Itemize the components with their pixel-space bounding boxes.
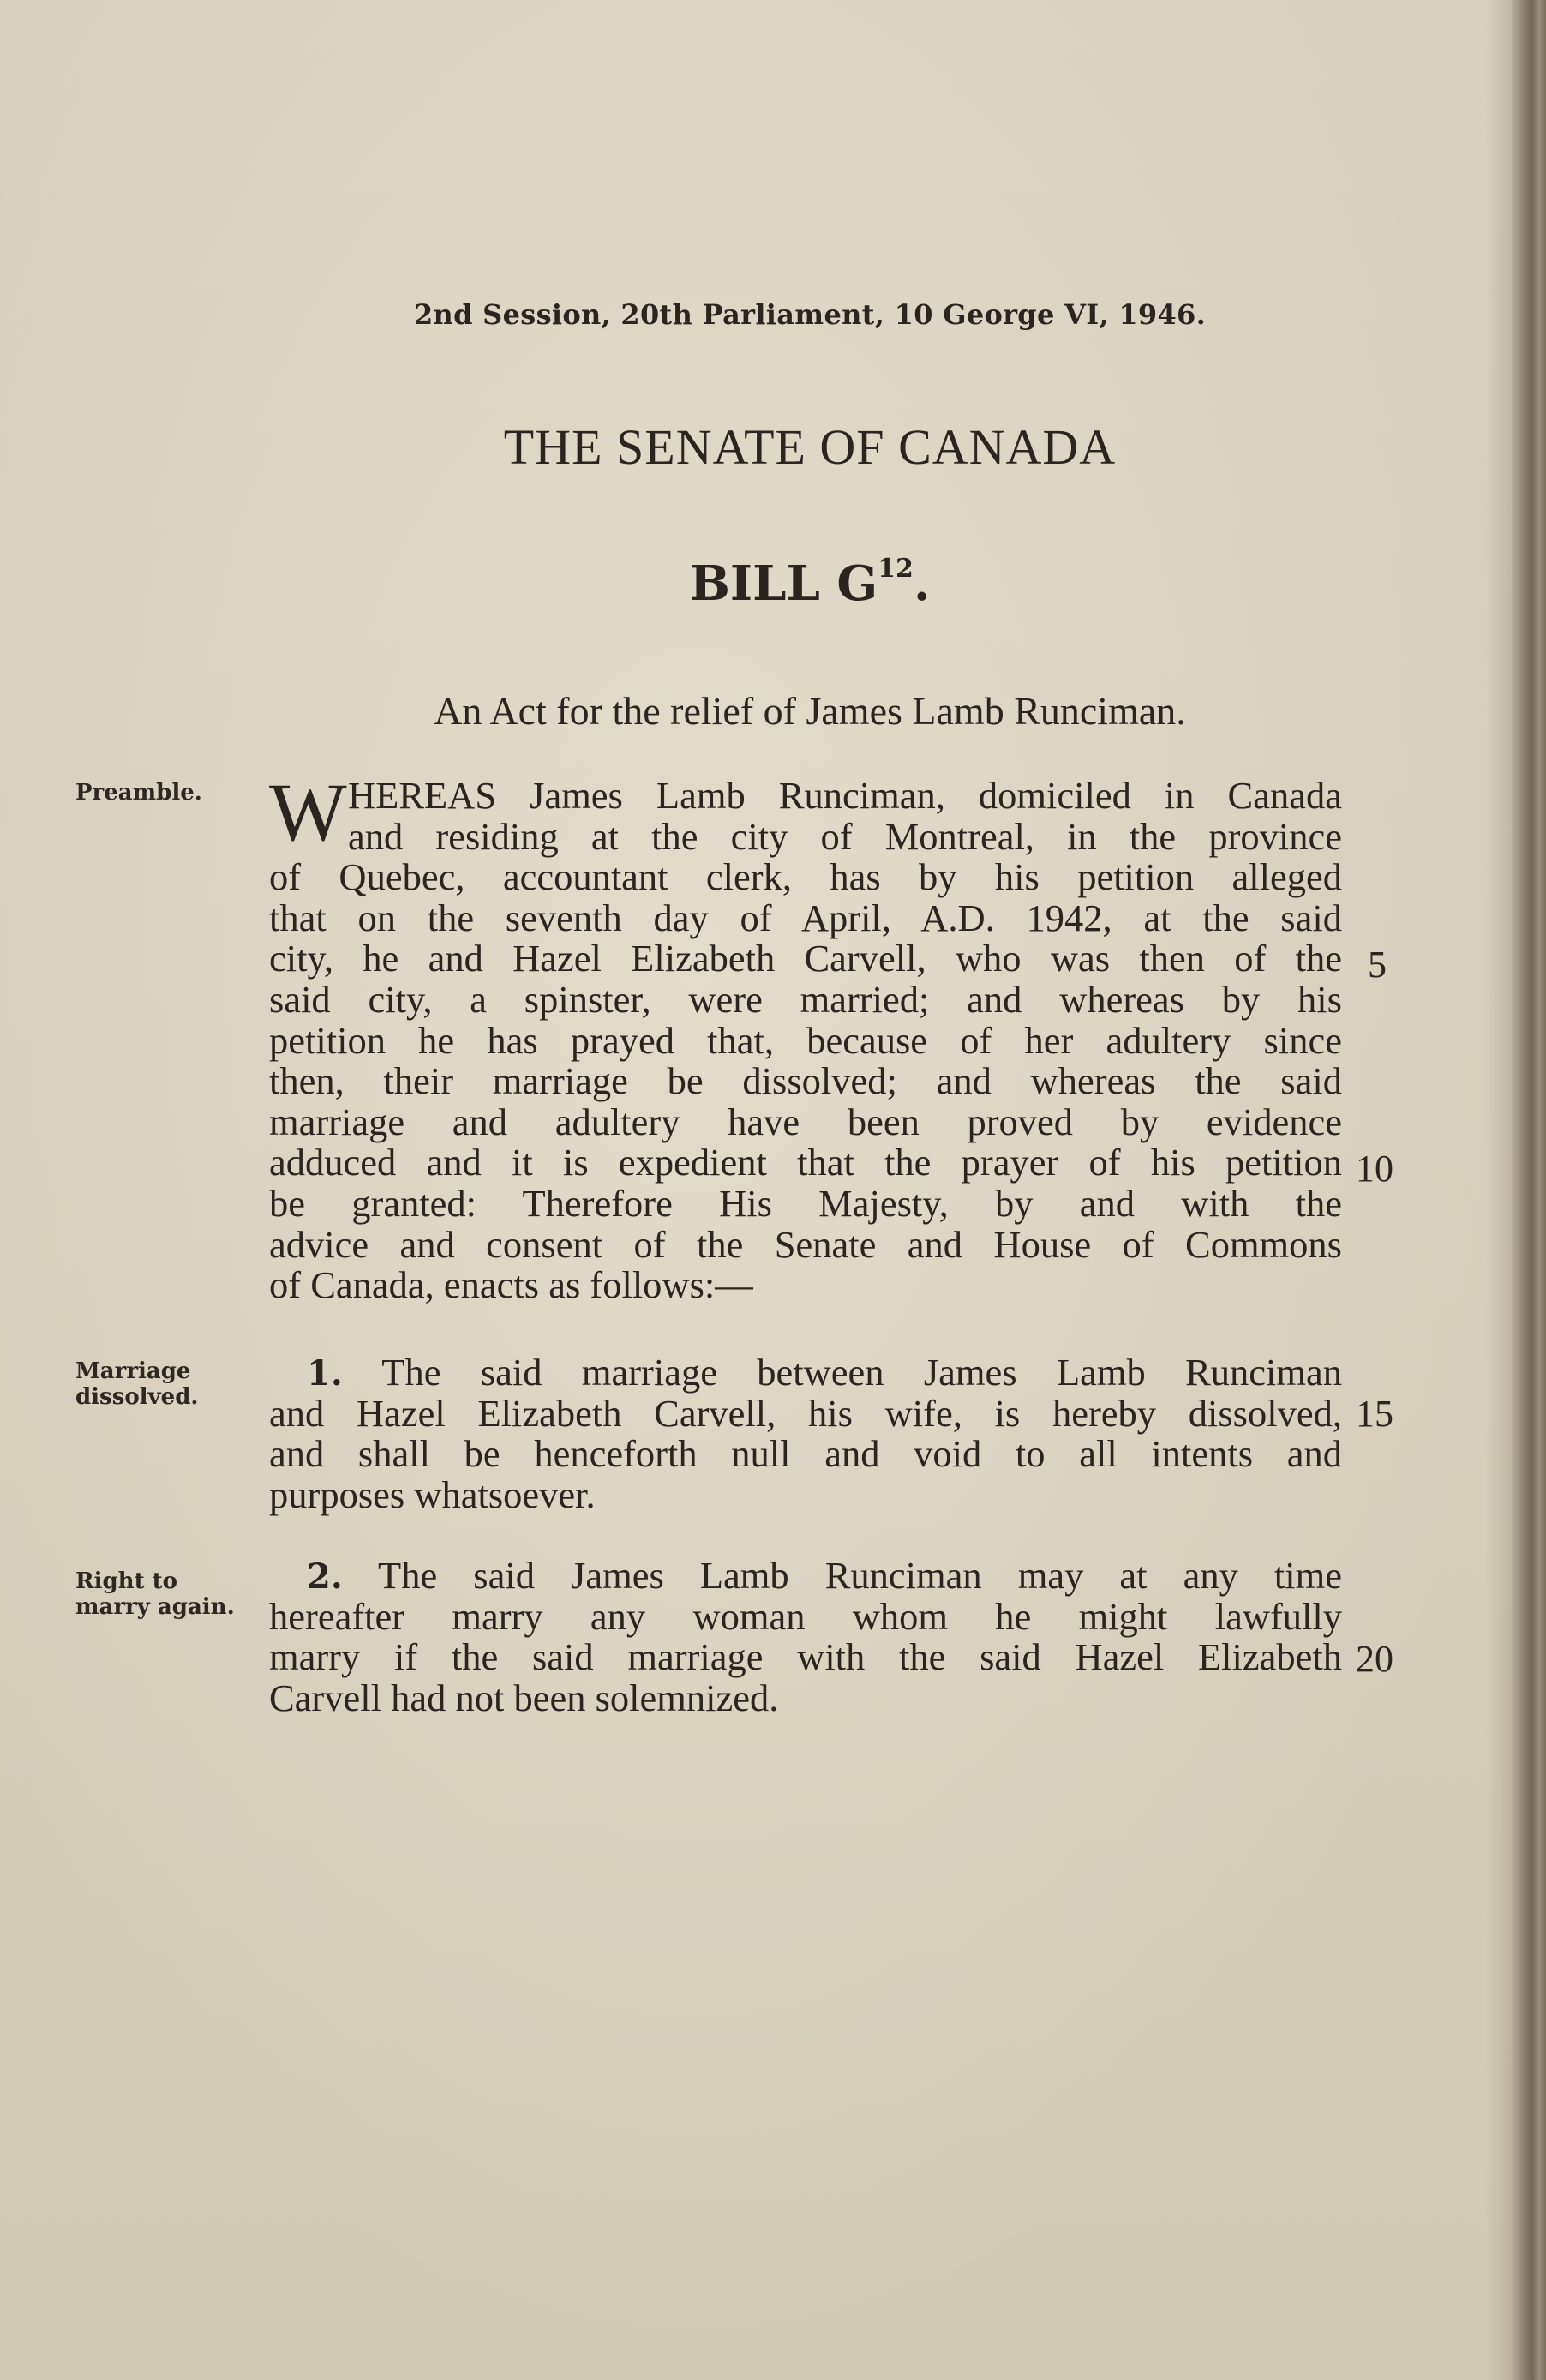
preamble-line: city, he and Hazel Elizabeth Carvell, who was then of the (269, 937, 1342, 980)
preamble-line: then, their marriage be dissolved; and whereas the said (269, 1059, 1342, 1103)
line-number-10: 10 (1356, 1148, 1393, 1190)
house-heading: THE SENATE OF CANADA (503, 419, 1117, 475)
section-2-number: 2. (307, 1556, 343, 1597)
preamble-line: and residing at the city of Montreal, in the province (348, 814, 1342, 858)
section-2-line: marry if the said marriage with the said Hazel Elizabeth (269, 1635, 1342, 1679)
preamble-line: of Quebec, accountant clerk, has by his petition alleged (269, 855, 1342, 899)
section-1-paragraph (269, 1352, 1342, 1515)
binding-shadow (1486, 0, 1512, 2380)
margin-note-preamble: Preamble. (75, 780, 202, 806)
margin-note-line: marry again. (75, 1594, 235, 1620)
bill-label: BILL G (689, 555, 878, 612)
section-2-line: hereafter marry any woman whom he might lawfully (269, 1594, 1342, 1638)
act-title: An Act for the relief of James Lamb Runciman. (434, 689, 1186, 733)
session-heading: 2nd Session, 20th Parliament, 10 George VI, 1946. (413, 298, 1207, 331)
preamble-line: said city, a spinster, were married; and whereas by his (269, 977, 1342, 1021)
margin-note-marriage-dissolved (75, 1358, 255, 1410)
section-2-first-line (269, 1556, 1342, 1597)
section-1-line: and shall be henceforth null and void to all intents and (269, 1432, 1342, 1476)
preamble-line: petition he has prayed that, because of her adultery since (269, 1018, 1342, 1062)
line-number-15: 15 (1356, 1393, 1393, 1435)
section-1-line-text: The said marriage between James Lamb Runciman (381, 1351, 1342, 1394)
section-1-first-line (269, 1352, 1342, 1394)
margin-note-right-to-marry (75, 1568, 255, 1620)
page-binding-edge (1512, 0, 1546, 2380)
preamble-line: that on the seventh day of April, A.D. 1942, at the said (269, 896, 1342, 939)
preamble-line: of Canada, enacts as follows:— (269, 1263, 753, 1307)
section-2-line-text: The said James Lamb Runciman may at any time (378, 1554, 1343, 1597)
margin-note-line: Right to (75, 1568, 177, 1594)
bill-title (0, 555, 1546, 612)
bill-number-superscript: 12 (878, 554, 914, 584)
section-2-line: Carvell had not been solemnized. (269, 1676, 779, 1719)
margin-note-line: dissolved. (75, 1384, 199, 1410)
preamble-line: adduced and it is expedient that the prayer of his petition (269, 1141, 1342, 1184)
section-1-line: and Hazel Elizabeth Carvell, his wife, is hereby dissolved, (269, 1391, 1342, 1435)
preamble-paragraph (269, 776, 1342, 1306)
margin-note-line: Marriage (75, 1358, 191, 1384)
section-1-number: 1. (307, 1353, 343, 1394)
line-number-5: 5 (1368, 944, 1387, 986)
section-2-paragraph (269, 1556, 1342, 1718)
preamble-dropcap: W (269, 766, 347, 858)
line-number-20: 20 (1356, 1638, 1393, 1680)
preamble-line: advice and consent of the Senate and House of Commons (269, 1222, 1342, 1266)
section-1-line: purposes whatsoever. (269, 1472, 596, 1516)
preamble-line: marriage and adultery have been proved by evidence (269, 1100, 1342, 1143)
preamble-line: be granted: Therefore His Majesty, by and with the (269, 1181, 1342, 1225)
bill-period: . (913, 555, 931, 612)
preamble-line: HEREAS James Lamb Runciman, domiciled in Canada (348, 774, 1342, 817)
